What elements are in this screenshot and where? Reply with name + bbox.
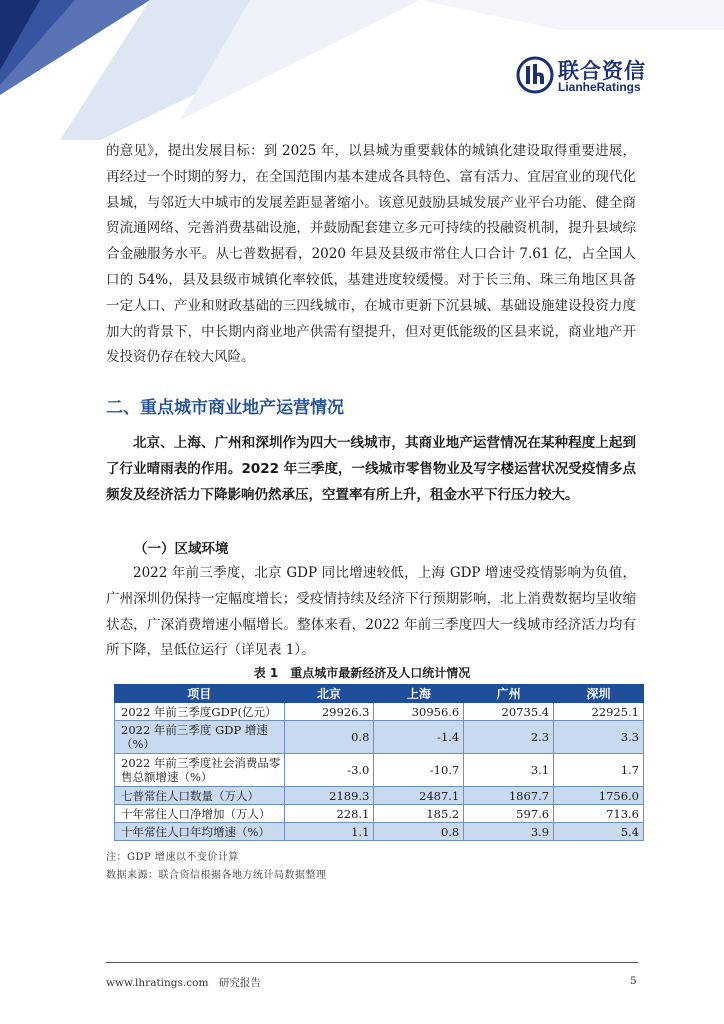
cell-value: 228.1: [284, 805, 374, 823]
table-header-cell: 深圳: [554, 685, 644, 703]
table-caption: 表 1 重点城市最新经济及人口统计情况: [253, 666, 471, 680]
subsection-title: （一）区域环境: [134, 541, 229, 557]
page-number: 5: [630, 975, 637, 987]
table-row: [115, 754, 644, 787]
cell-value: 3.9: [464, 823, 554, 841]
logo-english-name: LianheRatings: [558, 80, 641, 94]
cell-value: 1.1: [284, 823, 374, 841]
cell-value: 3.3: [554, 721, 644, 754]
body-paragraph-1: 的意见》，提出发展目标：到 2025 年，以县城为重要载体的城镇化建设取得重要进展，再经过一个时期的努力，在全国范围内基本建成各具特色、富有活力、宜居宜业的现代化县城，与邻近大中城市的发展差距显著缩小。该意见鼓励县城发展产业平台功能、健全商贸流通网络、完善消费基础设施，并鼓励配套建立多元可持续的投融资机制，提升县域综合金融服务水平。从七普数据看，2020 年县及县级市常住人口合计 7.61 亿，占全国人口的 54%，县及县级市城镇化率较低，基建进度较缓慢。对于长三角、珠三角地区具备一定人口、产业和财政基础的三四线城市，在城市更新下沉县城、基础设施建设投资力度加大的背景下，中长期内商业地产供需有望提升，但对更低能级的区县来说，商业地产开发投资仍存在较大风险。: [106, 143, 636, 366]
row-label: 七普常住人口数量（万人）: [115, 787, 285, 805]
table-row: [115, 787, 644, 805]
cell-value: 597.6: [464, 805, 554, 823]
section-title: 二、重点城市商业地产运营情况: [106, 398, 344, 418]
body-paragraph-2: 北京、上海、广州和深圳作为四大一线城市，其商业地产运营情况在某种程度上起到了行业晴雨表的作用。2022 年三季度，一线城市零售物业及写字楼运营状况受疫情多点频发及经济活力下降影响仍然承压，空置率有所上升，租金水平下行压力较大。: [106, 435, 636, 503]
table-row: [115, 703, 644, 721]
cell-value: 0.8: [374, 823, 464, 841]
cell-value: 713.6: [554, 805, 644, 823]
table-row: [115, 805, 644, 823]
table-header-cell: 广州: [464, 685, 554, 703]
cell-value: -10.7: [374, 754, 464, 787]
table-header-cell: 北京: [284, 685, 374, 703]
cell-value: 20735.4: [464, 703, 554, 721]
cell-value: 30956.6: [374, 703, 464, 721]
company-logo: [516, 54, 676, 98]
body-paragraph-3: 2022 年前三季度，北京 GDP 同比增速较低，上海 GDP 增速受疫情影响为负值，广州深圳仍保持一定幅度增长；受疫情持续及经济下行预期影响，北上消费数据均呈收缩状态，广深消费增速小幅增长。整体来看，2022 年前三季度四大一线城市经济活力均有所下降，呈低位运行（详见表 1）。: [106, 565, 636, 659]
cell-value: -1.4: [374, 721, 464, 754]
cell-value: 1.7: [554, 754, 644, 787]
row-label: 2022 年前三季度 GDP 增速（%）: [115, 721, 285, 754]
row-label: 2022 年前三季度社会消费品零售总额增速（%）: [115, 754, 285, 787]
lianhe-logo-icon: [516, 56, 554, 94]
table-header-row: [115, 685, 644, 703]
table-header-cell: 上海: [374, 685, 464, 703]
cell-value: -3.0: [284, 754, 374, 787]
cell-value: 1867.7: [464, 787, 554, 805]
cell-value: 22925.1: [554, 703, 644, 721]
cell-value: 1756.0: [554, 787, 644, 805]
table-header-cell: 项目: [115, 685, 285, 703]
cell-value: 2487.1: [374, 787, 464, 805]
cell-value: 29926.3: [284, 703, 374, 721]
cell-value: 5.4: [554, 823, 644, 841]
cell-value: 2.3: [464, 721, 554, 754]
city-statistics-table: [114, 684, 644, 841]
row-label: 十年常住人口净增加（万人）: [115, 805, 285, 823]
footer-website: www.lhratings.com 研究报告: [106, 977, 261, 989]
cell-value: 185.2: [374, 805, 464, 823]
table-source: 数据来源：联合资信根据各地方统计局数据整理: [106, 870, 327, 881]
row-label: 十年常住人口年均增速（%）: [115, 823, 285, 841]
cell-value: 3.1: [464, 754, 554, 787]
cell-value: 0.8: [284, 721, 374, 754]
table-note: 注：GDP 增速以不变价计算: [106, 852, 239, 863]
table-row: [115, 823, 644, 841]
footer-divider: [106, 962, 638, 963]
cell-value: 2189.3: [284, 787, 374, 805]
logo-chinese-name: 联合资信: [558, 59, 646, 83]
row-label: 2022 年前三季度GDP(亿元）: [115, 703, 285, 721]
table-row: [115, 721, 644, 754]
